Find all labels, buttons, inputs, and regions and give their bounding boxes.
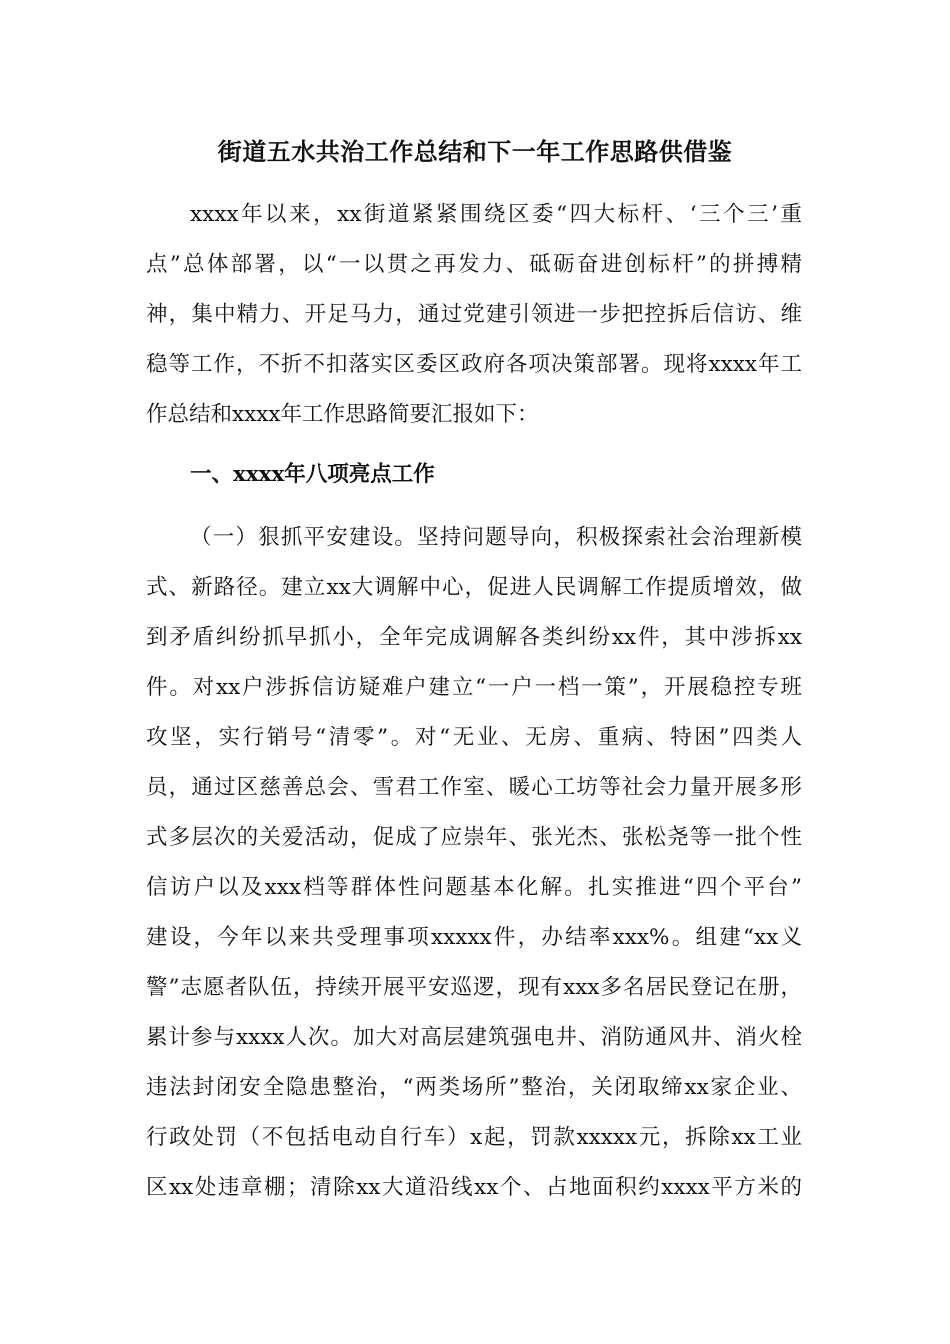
intro-line-4: 稳等工作，不折不扣落实区委区政府各项决策部署。现将xxxx年工 — [146, 352, 802, 377]
section1-line-12: 违法封闭安全隐患整治，“两类场所”整治，关闭取缔xx家企业、 — [146, 1075, 802, 1100]
intro-line-3: 神，集中精力、开足马力，通过党建引领进一步把控拆后信访、维 — [146, 302, 802, 327]
section1-line-5: 攻坚，实行销号“清零”。对“无业、无房、重病、特困”四类人 — [146, 725, 802, 750]
section-heading: 一、xxxx年八项亮点工作 — [190, 462, 435, 487]
section1-line-3: 到矛盾纠纷抓早抓小，全年完成调解各类纠纷xx件，其中涉拆xx — [146, 625, 802, 650]
section1-line-4: 件。对xx户涉拆信访疑难户建立“一户一档一策”，开展稳控专班 — [146, 675, 802, 700]
section1-line-9: 建设，今年以来共受理事项xxxxx件，办结率xxx%。组建“xx义 — [146, 925, 802, 950]
section1-line-10: 警”志愿者队伍，持续开展平安巡逻，现有xxx多名居民登记在册， — [146, 975, 802, 1000]
section1-line-7: 式多层次的关爱活动，促成了应崇年、张光杰、张松尧等一批个性 — [146, 825, 802, 850]
section1-line-13: 行政处罚（不包括电动自行车）x起，罚款xxxxx元，拆除xx工业 — [146, 1125, 802, 1150]
intro-line-1: xxxx年以来，xx街道紧紧围绕区委“四大标杆、‘三个三’重 — [190, 202, 802, 227]
document-title: 街道五水共治工作总结和下一年工作思路供借鉴 — [217, 137, 733, 166]
section1-line-11: 累计参与xxxx人次。加大对高层建筑强电井、消防通风井、消火栓 — [146, 1025, 802, 1050]
intro-line-2: 点”总体部署，以“一以贯之再发力、砥砺奋进创标杆”的拼搏精 — [146, 252, 802, 277]
intro-line-5: 作总结和xxxx年工作思路简要汇报如下： — [146, 402, 539, 427]
section1-line-8: 信访户以及xxx档等群体性问题基本化解。扎实推进“四个平台” — [146, 875, 802, 900]
section1-line-6: 员，通过区慈善总会、雪君工作室、暖心工坊等社会力量开展多形 — [146, 775, 802, 800]
section1-line-1: （一）狠抓平安建设。坚持问题导向，积极探索社会治理新模 — [190, 525, 802, 550]
section1-line-2: 式、新路径。建立xx大调解中心，促进人民调解工作提质增效，做 — [146, 575, 802, 600]
section1-line-14: 区xx处违章棚；清除xx大道沿线xx个、占地面积约xxxx平方米的 — [146, 1175, 802, 1200]
